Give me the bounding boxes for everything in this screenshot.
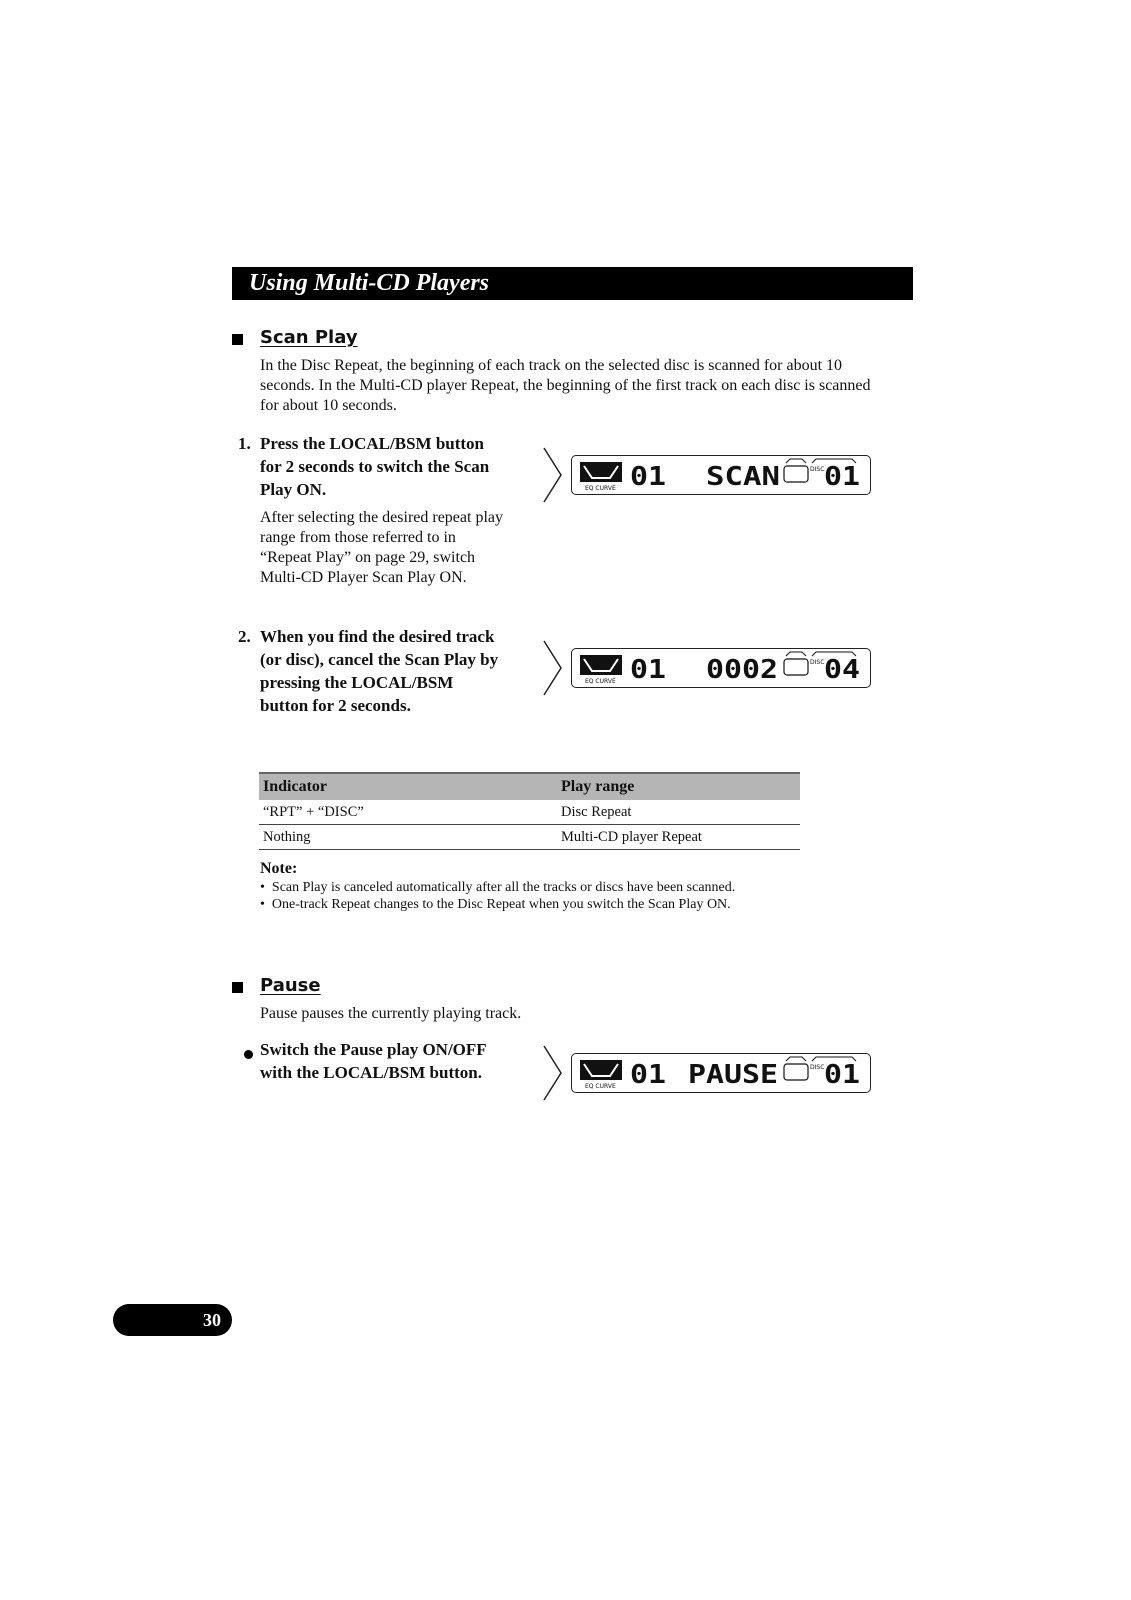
eq-label: EQ CURVE xyxy=(585,678,616,685)
column-header: Play range xyxy=(557,773,800,800)
lcd-text: SCAN xyxy=(706,462,780,492)
lcd-graphic xyxy=(572,649,869,686)
section-title-pause: Pause xyxy=(260,975,321,996)
detail-line: After selecting the desired repeat play xyxy=(260,509,503,526)
bullet-glyph: • xyxy=(260,880,272,895)
lcd-display-time xyxy=(571,648,871,688)
arrow-pointer-icon xyxy=(542,1044,564,1102)
lcd-display-pause xyxy=(571,1053,871,1093)
lcd-graphic xyxy=(572,456,869,493)
table-cell: Disc Repeat xyxy=(557,800,800,825)
eq-label: EQ CURVE xyxy=(585,1083,616,1090)
page-title: Using Multi-CD Players xyxy=(249,270,490,296)
section-marker xyxy=(232,334,243,345)
step-line: Switch the Pause play ON/OFF xyxy=(260,1040,487,1059)
disc-icon xyxy=(784,466,808,482)
note-text: Scan Play is canceled automatically after all the tracks or discs have been scanned. xyxy=(271,880,736,895)
lcd-text: PAUSE xyxy=(688,1060,778,1090)
scan-play-intro xyxy=(260,356,920,416)
eq-label: EQ CURVE xyxy=(585,485,616,492)
table-cell: “RPT” + “DISC” xyxy=(259,800,557,825)
page-number: 30 xyxy=(203,1310,221,1330)
section-marker xyxy=(232,982,243,993)
detail-line: “Repeat Play” on page 29, switch xyxy=(260,549,476,566)
step-number: 2. xyxy=(238,627,251,646)
table-cell: Nothing xyxy=(259,825,557,850)
step-line: Play ON. xyxy=(260,480,327,499)
step-1-instruction xyxy=(260,432,540,501)
detail-line: Multi-CD Player Scan Play ON. xyxy=(260,569,467,586)
step-line: (or disc), cancel the Scan Play by xyxy=(260,650,499,669)
lcd-disc: 01 xyxy=(824,1060,860,1090)
note-item xyxy=(260,896,731,913)
disc-label: DISC xyxy=(810,466,825,473)
indicator-table xyxy=(259,772,800,850)
arrow-pointer-icon xyxy=(542,639,564,697)
pause-intro: Pause pauses the currently playing track. xyxy=(260,1005,522,1022)
step-line: button for 2 seconds. xyxy=(260,696,411,715)
lcd-display-scan xyxy=(571,455,871,495)
intro-line: seconds. In the Multi-CD player Repeat, the beginning of the first track on each disc is scanned xyxy=(260,377,871,394)
intro-line: In the Disc Repeat, the beginning of each track on the selected disc is scanned for about 10 xyxy=(260,357,843,374)
disc-icon xyxy=(784,659,808,675)
section-title-scan-play: Scan Play xyxy=(260,327,358,348)
table-header-row xyxy=(259,773,800,800)
arrow-pointer-icon xyxy=(542,446,564,504)
disc-icon xyxy=(784,1064,808,1080)
step-line: Press the LOCAL/BSM button xyxy=(260,434,485,453)
table-row xyxy=(259,800,800,825)
lcd-text: 0002 xyxy=(706,655,778,685)
step-number: 1. xyxy=(238,434,251,453)
step-line: with the LOCAL/BSM button. xyxy=(260,1063,482,1082)
table-row xyxy=(259,825,800,850)
step-line: pressing the LOCAL/BSM xyxy=(260,673,454,692)
lcd-track: 01 xyxy=(630,1060,666,1090)
step-2-instruction xyxy=(260,625,545,717)
pause-instruction xyxy=(260,1038,540,1084)
step-line: for 2 seconds to switch the Scan xyxy=(260,457,490,476)
bullet-icon xyxy=(244,1050,253,1059)
lcd-disc: 04 xyxy=(824,655,860,685)
lcd-track: 01 xyxy=(630,655,666,685)
table-cell: Multi-CD player Repeat xyxy=(557,825,800,850)
column-header: Indicator xyxy=(259,773,557,800)
bullet-glyph: • xyxy=(260,897,272,912)
disc-label: DISC xyxy=(810,659,825,666)
lcd-disc: 01 xyxy=(824,462,860,492)
note-text: One-track Repeat changes to the Disc Repeat when you switch the Scan Play ON. xyxy=(271,897,731,912)
note-title: Note: xyxy=(260,860,298,877)
step-line: When you find the desired track xyxy=(260,627,495,646)
note-item xyxy=(260,879,735,896)
intro-line: for about 10 seconds. xyxy=(260,397,397,414)
disc-label: DISC xyxy=(810,1064,825,1071)
lcd-track: 01 xyxy=(630,462,666,492)
lcd-graphic xyxy=(572,1054,869,1091)
step-1-detail xyxy=(260,508,540,588)
detail-line: range from those referred to in xyxy=(260,529,456,546)
